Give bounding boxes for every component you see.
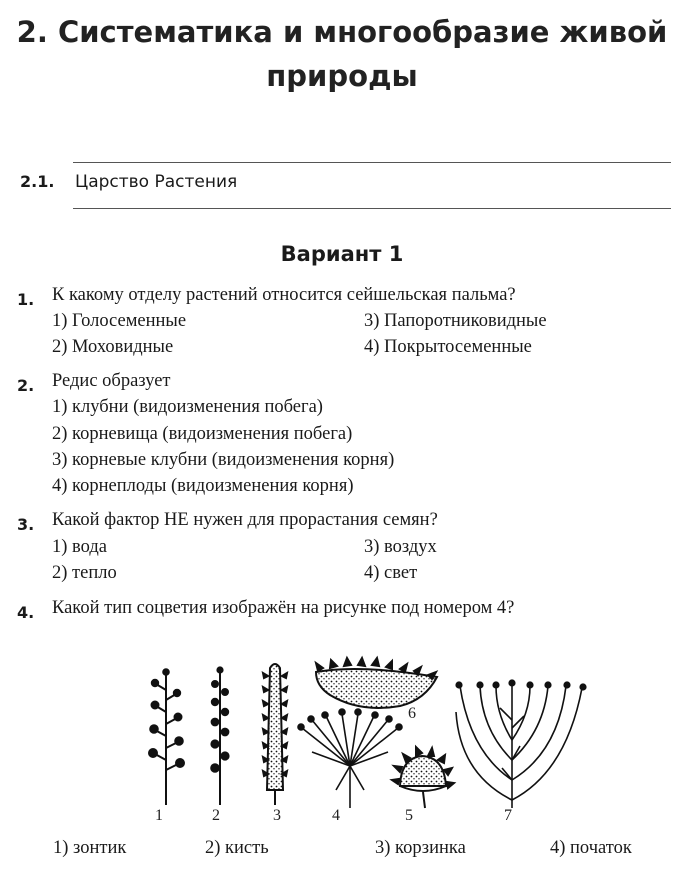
question-2-option-1[interactable]: 1) клубни (видоизменения побега)	[52, 397, 323, 417]
figure-label-7: 7	[504, 807, 512, 824]
variant-title: Вариант 1	[280, 242, 404, 266]
inflorescence-3-drawing	[263, 664, 287, 805]
question-2-text: Редис образует	[52, 371, 171, 391]
question-1-text: К какому отделу растений относится сейшельская пальма?	[52, 285, 516, 305]
section-top-rule	[73, 162, 671, 163]
figure-label-6: 6	[408, 705, 416, 722]
question-4-option-1[interactable]: 1) зонтик	[53, 838, 127, 858]
question-3-text: Какой фактор НЕ нужен для прорастания семян?	[52, 510, 438, 530]
question-2-option-2[interactable]: 2) корневища (видоизменения побега)	[52, 424, 353, 444]
question-3-option-1[interactable]: 1) вода	[52, 537, 107, 557]
section-bottom-rule	[73, 208, 671, 209]
question-3-option-2[interactable]: 2) тепло	[52, 563, 117, 583]
question-3-option-4[interactable]: 4) свет	[364, 563, 418, 583]
section-title: Царство Растения	[75, 172, 238, 192]
question-1-option-4[interactable]: 4) Покрытосеменные	[364, 337, 532, 357]
inflorescence-figure	[0, 640, 684, 830]
inflorescence-4-drawing	[298, 709, 402, 808]
question-1-number: 1.	[17, 290, 35, 309]
inflorescence-6-drawing	[316, 658, 437, 708]
question-4-number: 4.	[17, 603, 35, 622]
inflorescence-1-drawing	[149, 669, 184, 805]
question-1-option-2[interactable]: 2) Моховидные	[52, 337, 174, 357]
question-2-option-4[interactable]: 4) корнеплоды (видоизменения корня)	[52, 476, 354, 496]
question-2-number: 2.	[17, 376, 35, 395]
figure-label-5: 5	[405, 807, 413, 824]
question-2-option-3[interactable]: 3) корневые клубни (видоизменения корня)	[52, 450, 395, 470]
figure-label-4: 4	[332, 807, 340, 824]
question-1-option-1[interactable]: 1) Голосеменные	[52, 311, 187, 331]
figure-label-2: 2	[212, 807, 220, 824]
chapter-title-line-2: природы	[266, 59, 418, 93]
question-1-option-3[interactable]: 3) Папоротниковидные	[364, 311, 547, 331]
figure-label-3: 3	[273, 807, 281, 824]
question-3-option-3[interactable]: 3) воздух	[364, 537, 437, 557]
inflorescence-7-drawing	[456, 680, 586, 808]
figure-label-1: 1	[155, 807, 163, 824]
question-4-option-3[interactable]: 3) корзинка	[375, 838, 466, 858]
question-4-option-4[interactable]: 4) початок	[550, 838, 632, 858]
inflorescence-5-drawing	[392, 747, 454, 808]
section-number: 2.1.	[20, 172, 55, 191]
question-4-text: Какой тип соцветия изображён на рисунке под номером 4?	[52, 598, 515, 618]
chapter-title	[0, 10, 684, 98]
question-3-number: 3.	[17, 515, 35, 534]
chapter-title-line-1: 2. Систематика и многообразие живой	[16, 15, 668, 49]
inflorescence-2-drawing	[211, 667, 228, 805]
question-4-option-2[interactable]: 2) кисть	[205, 838, 269, 858]
